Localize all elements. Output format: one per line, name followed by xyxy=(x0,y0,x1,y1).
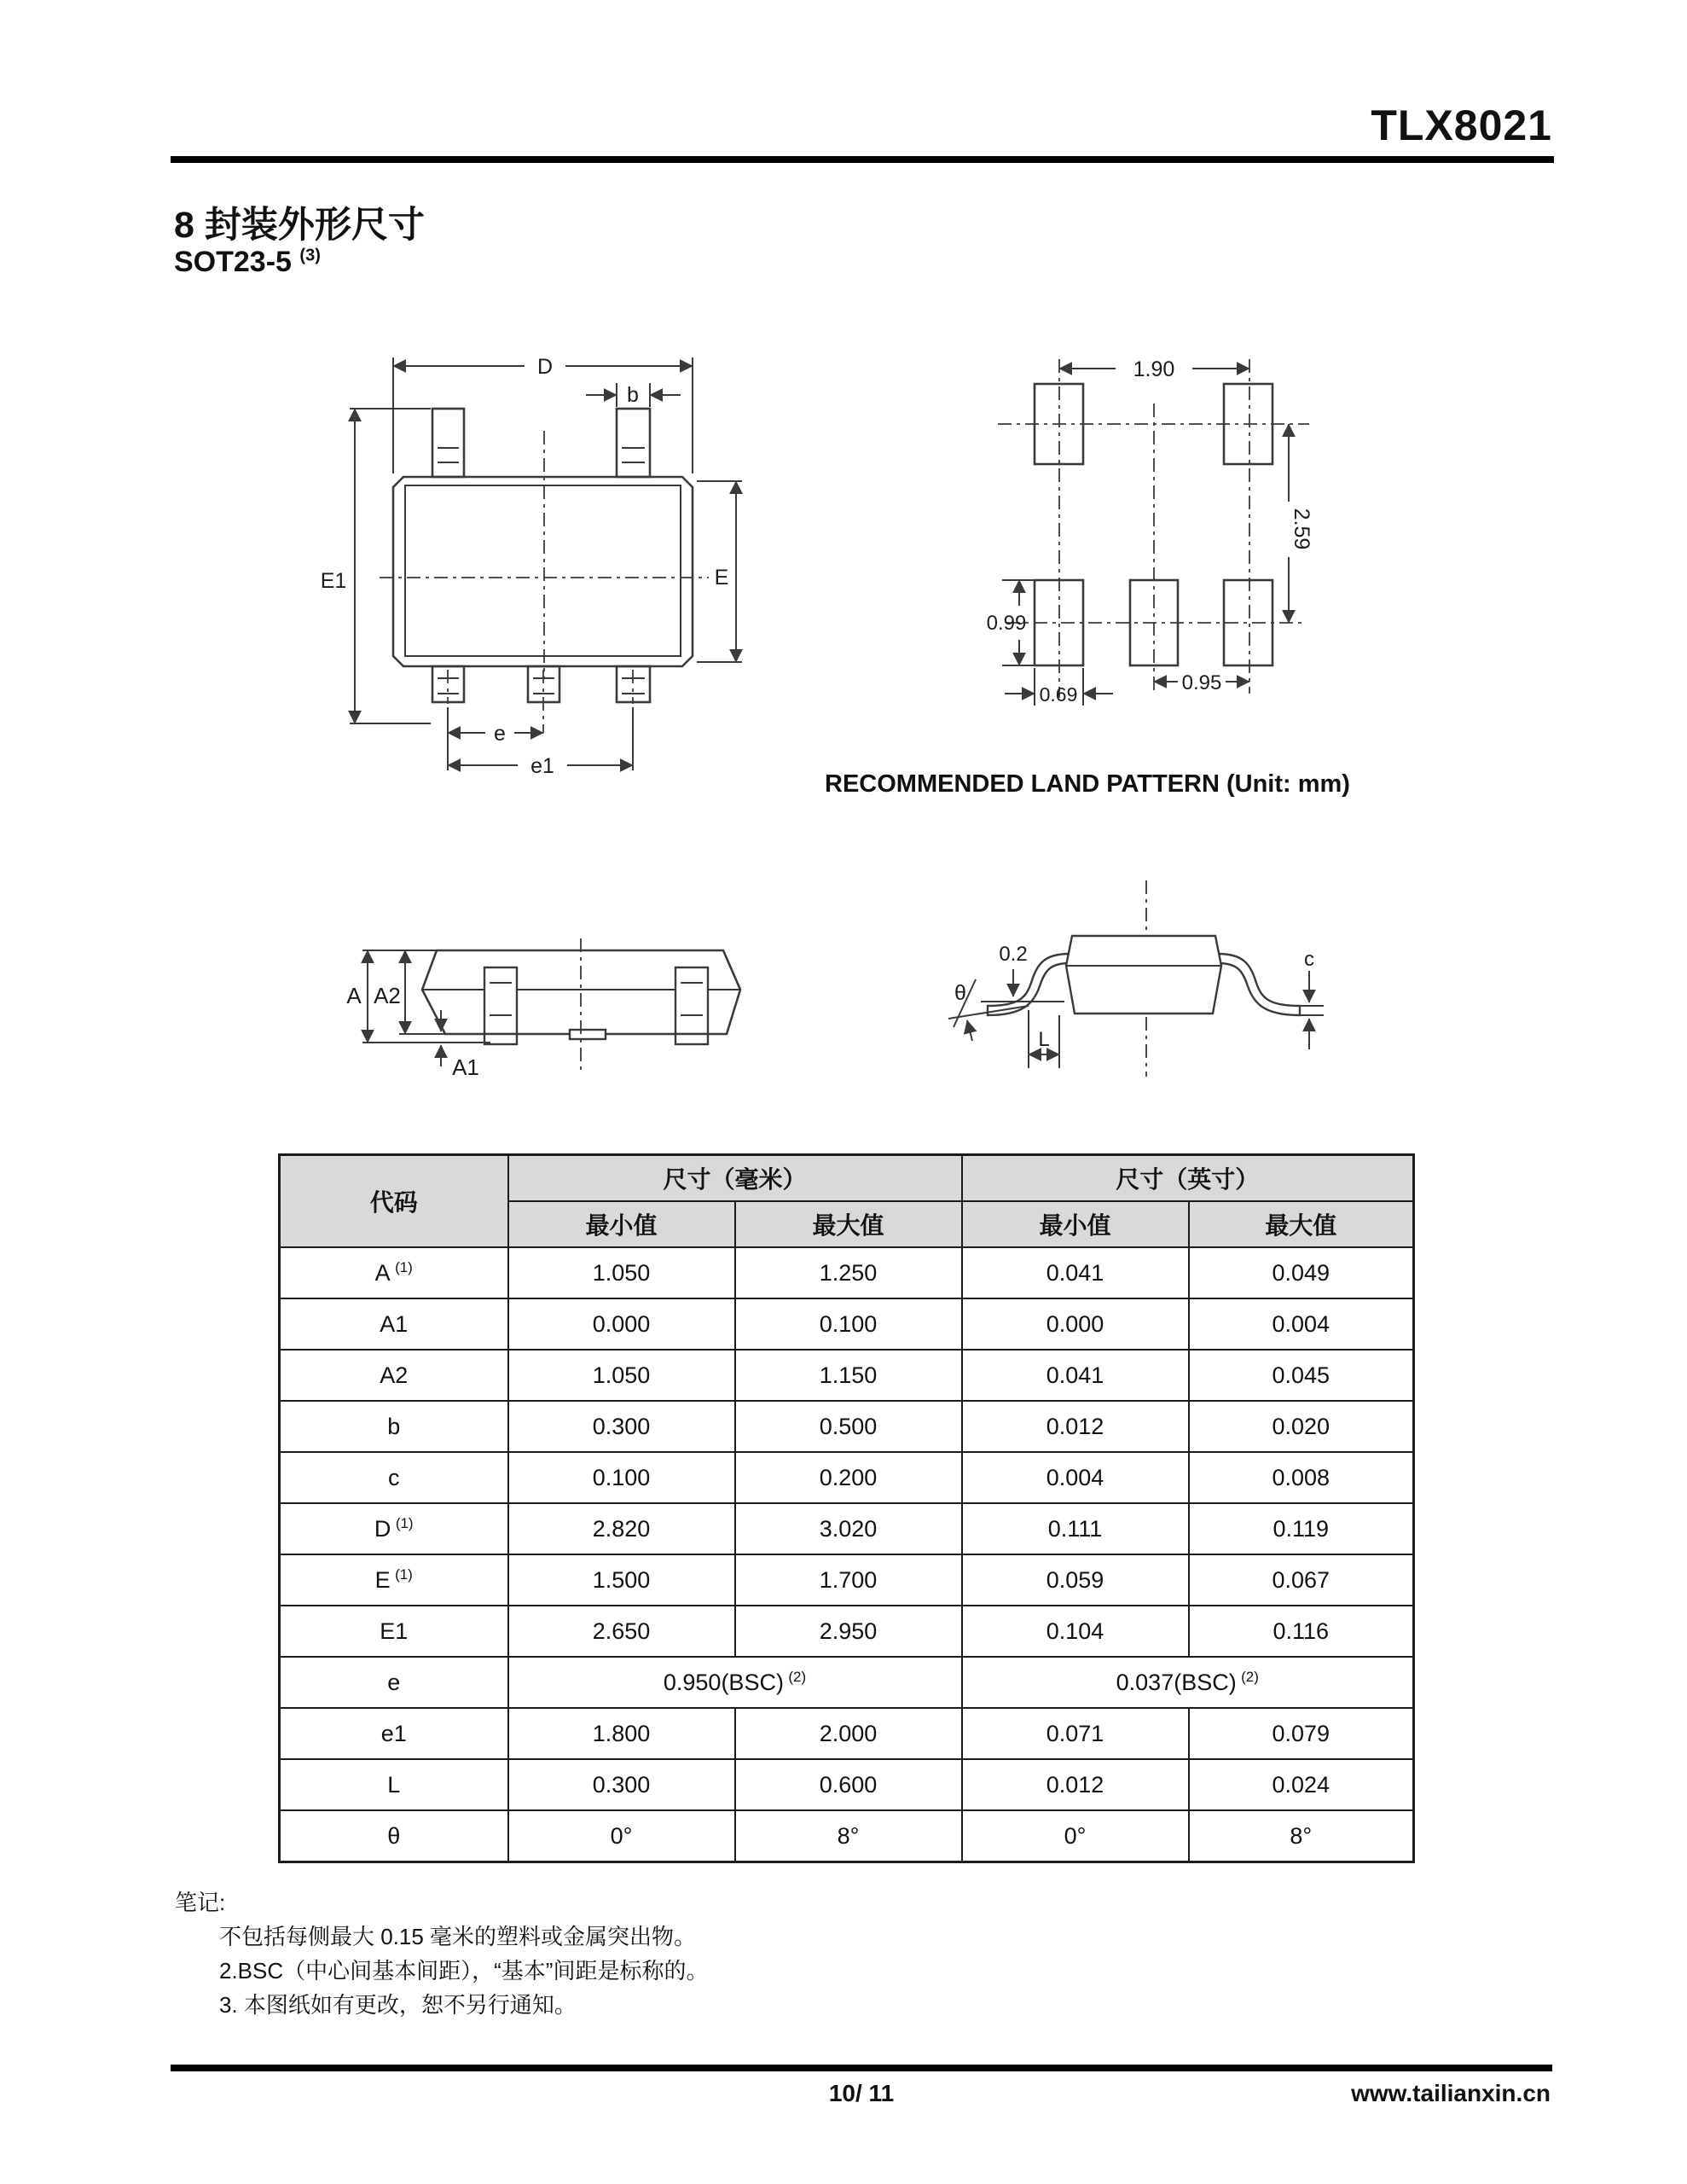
dim-label-0-95: 0.95 xyxy=(1181,671,1222,694)
table-row: c 0.100 0.200 0.004 0.008 xyxy=(280,1452,1414,1503)
table-row: A1 0.000 0.100 0.000 0.004 xyxy=(280,1298,1414,1350)
package-lead-detail-drawing xyxy=(928,863,1346,1094)
dim-label-a2: A2 xyxy=(374,983,401,1008)
table-row: e 0.950(BSC) $^{(2)}$ 0.037(BSC) $^{(2)}$ xyxy=(280,1657,1414,1708)
note-item: 不包括每侧最大 0.15 毫米的塑料或金属突出物。 xyxy=(219,1924,697,1949)
col-header-mm: 尺寸（毫米） xyxy=(508,1155,962,1202)
pin xyxy=(675,1034,708,1044)
dim-label-e1: e1 xyxy=(530,754,554,778)
package-body-outline xyxy=(393,477,693,666)
dim-label-standoff: 0.2 xyxy=(999,943,1028,966)
package-label: SOT23-5 xyxy=(174,246,292,278)
pin xyxy=(484,967,517,1034)
package-superscript: (3) xyxy=(299,246,321,265)
dimension-table xyxy=(278,1153,1415,1863)
package-side-view-drawing xyxy=(341,915,751,1098)
pin xyxy=(617,409,650,477)
header-rule xyxy=(171,156,1554,163)
note-item: 2.BSC（中心间基本间距），“基本”间距是标称的。 xyxy=(219,1958,709,1984)
col-header-max: 最大值 xyxy=(1189,1201,1414,1247)
website-link: www.tailianxin.cn xyxy=(1351,2080,1551,2106)
table-row: θ 0° 8° 0° 8° xyxy=(280,1810,1414,1862)
col-header-inch: 尺寸（英寸） xyxy=(962,1155,1414,1202)
page-number: 10/ 11 xyxy=(828,2080,895,2106)
dim-label-a: A xyxy=(346,983,362,1008)
table-row: A $^{(1)}$ 1.050 1.250 0.041 0.049 xyxy=(280,1247,1414,1298)
table-row: E $^{(1)}$ 1.500 1.700 0.059 0.067 xyxy=(280,1554,1414,1606)
table-row: E1 2.650 2.950 0.104 0.116 xyxy=(280,1606,1414,1657)
land-pattern-caption: RECOMMENDED LAND PATTERN (Unit: mm) xyxy=(825,770,1350,798)
dim-label-0-99: 0.99 xyxy=(986,612,1027,635)
package-body-inner xyxy=(405,485,681,656)
dim-label-d: D xyxy=(536,355,554,379)
doc-number: TLX8021 xyxy=(1371,102,1552,149)
note-item: 3. 本图纸如有更改，恕不另行通知。 xyxy=(219,1992,577,2018)
pin xyxy=(570,1030,606,1039)
dim-label-0-69: 0.69 xyxy=(1039,683,1078,706)
dim-label-a1: A1 xyxy=(452,1054,479,1080)
section-title: 8 封装外形尺寸 xyxy=(174,205,425,246)
pin xyxy=(1218,954,1300,1015)
col-header-code: 代码 xyxy=(280,1155,508,1248)
pin xyxy=(432,409,464,477)
table-row: b 0.300 0.500 0.012 0.020 xyxy=(280,1401,1414,1452)
package-top-view-drawing xyxy=(311,352,763,830)
package-body-profile xyxy=(1066,936,1221,1014)
dim-label-l: L xyxy=(1038,1028,1050,1051)
table-row: e1 1.800 2.000 0.071 0.079 xyxy=(280,1708,1414,1759)
dim-label-b: b xyxy=(627,383,639,407)
notes-title: 笔记: xyxy=(175,1890,226,1915)
dim-label-2-59: 2.59 xyxy=(1290,508,1313,550)
dim-label-e: e xyxy=(494,722,506,746)
dim-label-c: c xyxy=(1304,948,1314,971)
package-name xyxy=(174,246,321,279)
notes-block xyxy=(175,1885,708,2022)
dim-label-e-side: E xyxy=(714,566,729,590)
footer-rule xyxy=(171,2065,1552,2071)
dim-label-e1-side: E1 xyxy=(320,569,347,593)
dim-label-1-90: 1.90 xyxy=(1133,357,1175,381)
table-row: D $^{(1)}$ 2.820 3.020 0.111 0.119 xyxy=(280,1503,1414,1554)
pin xyxy=(675,967,708,1034)
col-header-min: 最小值 xyxy=(508,1201,735,1247)
col-header-min: 最小值 xyxy=(962,1201,1189,1247)
col-header-max: 最大值 xyxy=(735,1201,962,1247)
table-row: A2 1.050 1.150 0.041 0.045 xyxy=(280,1350,1414,1401)
dim-label-theta: θ xyxy=(954,981,966,1005)
table-row: L 0.300 0.600 0.012 0.024 xyxy=(280,1759,1414,1810)
land-pattern-drawing xyxy=(972,352,1365,723)
